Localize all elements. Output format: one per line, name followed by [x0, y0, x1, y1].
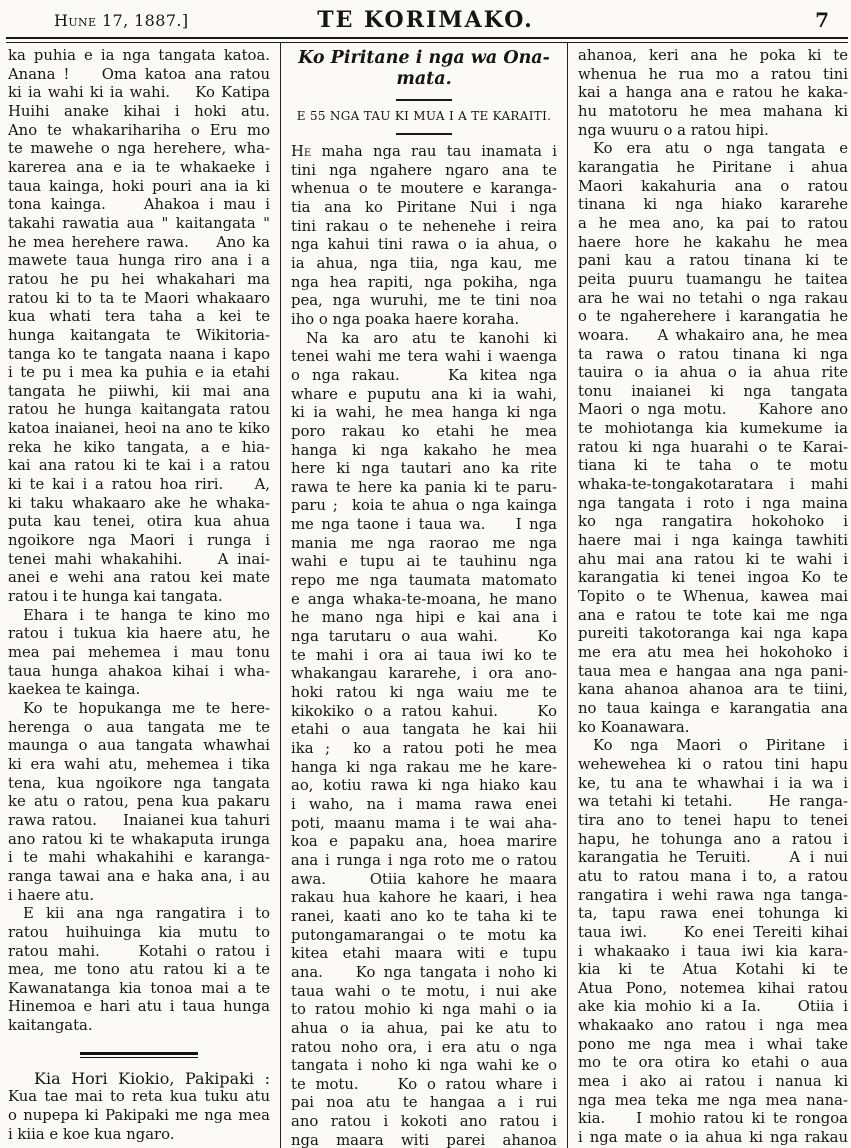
text-line: te motu. Ko o ratou whare i [291, 1075, 557, 1093]
text-line: Ehara i te hanga te kino mo [23, 606, 270, 624]
text-line: reka he kiko tangata, a e hia- [8, 438, 270, 456]
text-line: ahu mai ana ratou ki te wahi i [578, 550, 848, 568]
text-line: ki era wahi atu, mehemea i tika [8, 755, 270, 773]
masthead-title: TE KORIMAKO. [317, 7, 534, 33]
text-line: katoa inaianei, heoi na ano te kiko [8, 420, 270, 438]
text-line: tira ano to tenei hapu to tenei [578, 811, 848, 829]
text-line: puta kau tenei, otira kua ahua [8, 513, 270, 531]
text-line: ana i runga i nga roto me o ratou [291, 851, 557, 869]
text-line: mea, me tono atu ratou ki a te [8, 961, 270, 979]
column-divider-1 [280, 42, 281, 1148]
text-line: putongamarangai o te motu ka [291, 926, 557, 944]
text-line: te mohiotanga kia kumekume ia [578, 420, 848, 438]
text-line: karangatia ki tenei ingoa Ko te [578, 569, 848, 587]
column-2 [291, 47, 557, 1148]
text-line: rakau hua kahore he kaari, i hea [291, 889, 557, 907]
text-line: ahanoa, keri ana he poka ki te [578, 47, 848, 64]
text-line: iho o nga poaka haere koraha. [291, 310, 520, 328]
text-line: ki ia wahi, he mea hanga ki nga [291, 404, 557, 422]
text-line: Ano te whakarihariha o Eru mo [8, 121, 270, 139]
text-line: here ki nga tautari ano ka rite [291, 460, 557, 478]
text-line: ao, kotiu rawa ki nga hiako kau [291, 777, 557, 795]
text-line: tangata i noho ki nga wahi ke o [291, 1057, 557, 1075]
text-line: hanga ki nga kakaho he mea [291, 441, 557, 459]
text-line: maunga o aua tangata whawhai [8, 737, 270, 755]
text-line: ngoikore nga Maori i runga i [8, 532, 270, 550]
text-line: i nga mate o ia ahua ki nga rakau [578, 1129, 848, 1147]
text-line: ana e ratou te tote kai me nga [578, 606, 848, 624]
text-line: o te ngaherehere i karangatia he [578, 308, 848, 326]
text-line: taua wahi o te motu, i nui ake [291, 982, 557, 1000]
text-line: ranga tawai ana e haka ana, i au [8, 867, 270, 885]
text-line: Anana ! Oma katoa ana ratou [8, 65, 270, 83]
text-line: i whakaako i taua iwi kia kara- [578, 942, 848, 960]
text-line: pai noa atu te hangaa a i rui [291, 1094, 557, 1112]
text-line: i te mahi whakahihi e karanga- [8, 849, 270, 867]
text-line: hoki ratou ki nga waiu me te [291, 684, 557, 702]
text-line: kia ki te Atua Kotahi ki te [578, 961, 848, 979]
text-line: Hinemoa e hari atu i taua hunga [8, 998, 270, 1016]
text-line: tini nga ngahere ngaro ana te [291, 161, 557, 179]
text-line: wahi e tupu ai te tauhinu nga [291, 553, 557, 571]
text-line: Maori o nga motu. Kahore ano [578, 401, 848, 419]
text-line: ratou i te hunga kai tangata. [8, 588, 223, 606]
article-heading [291, 48, 557, 90]
text-line: ratou ki nga huarahi o te Karai- [578, 438, 848, 456]
text-line: mea pai mehemea i mau tonu [8, 644, 270, 661]
text-line: rawa ratou. Inaianei kua tahuri [8, 811, 270, 829]
text-line: tona kainga. Ahakoa i mau i [8, 196, 270, 214]
text-line: tinana ki nga hiako kararehe [578, 196, 848, 214]
text-line: koa e papaku ana, hoea marire [291, 833, 557, 851]
text-line: pea, nga wuruhi, me te tini noa [291, 292, 557, 310]
text-line: i waho, na i mama rawa enei [291, 795, 557, 813]
text-line: ratou huihuinga kia mutu to [8, 923, 270, 941]
text-line: Kua tae mai to reta kua tuku atu [8, 1088, 270, 1106]
text-line: E kii ana nga rangatira i to [23, 905, 270, 923]
text-line: ko Koanawara. [578, 718, 690, 736]
text-line: poro rakau ko etahi he mea [291, 422, 557, 440]
text-line: he mea herehere rawa. Ano ka [8, 233, 270, 251]
text-line: kitea etahi maara witi e tupu [291, 945, 557, 963]
text-line: i haere atu. [8, 886, 95, 904]
text-line: rawa te here ka pania ki te paru- [291, 478, 557, 496]
text-line: nga maara witi parei ahanoa [291, 1131, 557, 1148]
text-line: Ko nga Maori o Piritane i [593, 737, 848, 755]
header-double-rule [6, 37, 848, 43]
text-line: pani kau a ratou tinana ki te [578, 252, 848, 270]
text-line: ratou he hunga kaitangata ratou [8, 401, 270, 419]
text-line: takahi rawatia aua " kaitangata " [8, 214, 270, 232]
text-line: kia. I mohio ratou ki te rongoa [578, 1110, 848, 1128]
column-area [8, 47, 848, 1148]
text-line: ke, tu ana te whawhai i ia wa i [578, 774, 848, 792]
text-line: pono me nga mea i whai take [578, 1035, 848, 1053]
text-line: tauira o ia ahua o ia ahua rite [578, 364, 848, 382]
text-line: whare e puputu ana ki ia wahi, [291, 385, 557, 403]
text-line: awa. Otiia kahore he maara [291, 870, 557, 888]
text-line: taua kainga, hoki pouri ana ia ki [8, 177, 270, 195]
text-line: rangatira i wehi rawa nga tanga- [578, 886, 848, 904]
text-line: a he mea ano, ka pai to ratou [578, 214, 848, 232]
text-line: kai ana ratou ki te kai i a ratou [8, 457, 270, 475]
text-line: He maha nga rau tau inamata i [291, 143, 557, 160]
text-line: Huihi anake kihai i hoki atu. [8, 102, 270, 120]
text-line: whakangau kararehe, i ora ano- [291, 665, 557, 683]
text-line: taua iwi. Ko enei Tereiti kihai [578, 923, 848, 941]
text-line: tonu inaianei ki nga tangata [578, 382, 848, 400]
text-line: mea i ako ai ratou i nanua ki [578, 1073, 848, 1091]
text-line: anei e wehi ana ratou kei mate [8, 569, 270, 587]
text-line: ano ratou ki te whakaputa irunga [8, 830, 270, 848]
text-line: peita puuru tuamangu he taitea [578, 270, 848, 288]
text-line: karangatia he Piritane i ahua [578, 158, 848, 176]
text-line: whaka-te-tongakotaratara i mahi [578, 476, 848, 494]
text-line: hu matotoru he mea mahana ki [578, 102, 848, 120]
text-line: tangata he piiwhi, kii mai ana [8, 382, 270, 400]
text-line: o nupepa ki Pakipaki me nga mea [8, 1107, 270, 1125]
text-line: ratou he pu hei whakahari ma [8, 270, 270, 288]
text-line: Kia Hori Kiokio, Pakipaki : [34, 1069, 270, 1088]
text-line: no taua kainga e karangatia ana [578, 699, 848, 717]
text-line: hanga ki nga rakau me he kare- [291, 758, 557, 776]
text-line: ika ; ko a ratou poti he mea [291, 740, 557, 757]
text-line: hunga kaitangata te Wikitoria- [8, 326, 270, 344]
text-line: me era atu mea hei hokohoko i [578, 644, 848, 661]
text-line: nga tarutaru o aua wahi. Ko [291, 628, 557, 646]
text-line: ahua o ia ahua, pai ke atu to [291, 1019, 557, 1037]
text-line: repo me nga taumata matomato [291, 572, 557, 590]
column-3 [578, 47, 848, 1148]
issue-date: Hune 17, 1887.] [54, 11, 189, 30]
page-number: 7 [815, 8, 829, 32]
text-line: tiana ki te taha o te motu [578, 457, 848, 475]
text-line: kaitangata. [8, 1017, 93, 1035]
text-line: tenei mahi whakahihi. A inai- [8, 550, 270, 568]
text-line: ia ahua, nga tiia, nga kau, me [291, 254, 557, 272]
text-line: mo te ora otira ko etahi o aua [578, 1054, 848, 1072]
text-line: Ko era atu o nga tangata e [593, 140, 848, 158]
text-line: paru ; koia te ahua o nga kainga [291, 497, 557, 515]
text-line: nga tangata i roto i nga maina [578, 494, 848, 512]
text-line: ratou ki to ta te Maori whakaaro [8, 289, 270, 307]
text-line: whenua he rua mo a ratou tini [578, 65, 848, 83]
text-line: o nga rakau. Ka kitea nga [291, 366, 557, 384]
text-line: te mawehe o nga herehere, wha- [8, 140, 270, 158]
text-line: Maori kakahuria ana o ratou [578, 177, 848, 195]
column-1 [8, 47, 270, 1148]
text-line: tia ana ko Piritane Nui i nga [291, 198, 557, 216]
text-line: nga kahui tini rawa o ia ahua, o [291, 236, 557, 254]
text-line: to ratou mohio ki nga mahi o ia [291, 1001, 557, 1019]
text-line: tena, kua ngoikore nga tangata [8, 774, 270, 792]
text-line: i kiia e koe kua ngaro. [8, 1125, 175, 1143]
text-line: ki taku whakaaro ake he whaka- [8, 494, 270, 512]
text-line: Topito o te Whenua, kawea mai [578, 588, 848, 606]
text-line: he mano nga hipi e kai ana i [291, 609, 557, 627]
text-line: whenua o te moutere e karanga- [291, 180, 557, 198]
text-line: ka puhia e ia nga tangata katoa. [8, 47, 270, 64]
text-line: nga hea rapiti, nga pokiha, nga [291, 273, 557, 291]
text-line: haere mai i nga kainga tawhiti [578, 532, 848, 550]
text-line: Na ka aro atu te kanohi ki [306, 329, 557, 347]
text-line: i te pu i mea ka puhia e ia etahi [8, 364, 270, 382]
text-line: nga mea teka me nga mea nana- [578, 1091, 848, 1109]
text-line: wa tetahi ki tetahi. He ranga- [578, 793, 848, 811]
text-line: mania me nga raorao me nga [291, 534, 557, 552]
text-line: ara he wai no tetahi o nga rakau [578, 289, 848, 307]
column-divider-2 [567, 42, 568, 1148]
text-line: karerea ana e ia te whakaeke i [8, 158, 270, 176]
small-caps-lead: He [291, 143, 312, 160]
text-line: ana. Ko nga tangata i noho ki [291, 963, 557, 981]
text-line: pureiti takotoranga kai nga kapa [578, 625, 848, 643]
page-header [0, 5, 851, 37]
text-line: ratou noho ora, i era atu o nga [291, 1038, 557, 1056]
text-line: ano ratou i kokoti ano ratou i [291, 1113, 557, 1131]
text-line: Atua Pono, notemea kihai ratou [578, 979, 848, 997]
text-line: ake kia mohio ki a Ia. Otiia i [578, 998, 848, 1016]
text-line: e anga whaka-te-moana, he mano [291, 590, 557, 608]
text-line: kai a hanga ana e ratou he kaka- [578, 84, 848, 102]
text-line: me nga taone i taua wa. I nga [291, 516, 557, 534]
text-line: wehewehea ki o ratou tini hapu [578, 755, 848, 773]
text-line: ratou i tukua kia haere atu, he [8, 625, 270, 643]
article-subheading: E 55 NGA TAU KI MUA I A TE KARAITI. [296, 109, 552, 123]
text-line: etahi o aua tangata he kai hii [291, 721, 557, 739]
article-heading-line: Ko Piritane i nga wa Ona- [298, 48, 550, 68]
text-line: karangatia he Teruiti. A i nui [578, 849, 848, 867]
text-line: ta, tapu rawa enei tohunga ki [578, 905, 848, 923]
text-line: woara. A whakairo ana, he mea [578, 326, 848, 344]
article-heading-line: mata. [396, 69, 452, 89]
text-line: Ko te hopukanga me te here- [23, 699, 270, 717]
text-line: tanga ko te tangata naana i kapo [8, 345, 270, 363]
text-line: te mahi i ora ai taua iwi ko te [291, 646, 557, 664]
text-line: ranei, kaati ano ko te taha ki te [291, 907, 557, 925]
text-line: ke atu o ratou, pena kua pakaru [8, 793, 270, 811]
text-line: whakaako ano ratou i nga mea [578, 1017, 848, 1035]
text-line: ratou mahi. Kotahi o ratou i [8, 942, 270, 960]
short-rule [396, 99, 452, 101]
text-line: hapu, he tohunga ano a ratou i [578, 830, 848, 848]
text-line: ko nga rangatira hokohoko i [578, 513, 848, 531]
text-line: taua mea e hangaa ana nga pani- [578, 662, 848, 680]
text-line: ta rawa o ratou tinana ki nga [578, 345, 848, 363]
text-line: herenga o aua tangata me te [8, 718, 270, 736]
text-line: atu to ratou mana i to, a ratou [578, 867, 848, 885]
text-line: ki te kai i a ratou hoa riri. A, [8, 476, 270, 494]
text-line: poti, maanu mama i te wai aha- [291, 814, 557, 832]
text-line: kua whati tera taha a kei te [8, 308, 270, 326]
section-separator-rule [80, 1052, 198, 1058]
text-line: ki ia wahi ki ia wahi. Ko Katipa [8, 84, 270, 102]
text-line: Kawanatanga kia tonoa mai a te [8, 979, 270, 997]
text-line: haere hore he kakahu he mea [578, 233, 848, 251]
text-line: tini rakau o te nehenehe i reira [291, 217, 557, 235]
text-line: mawete taua hunga riro ana i a [8, 252, 270, 270]
text-line: kikokiko o a ratou kahui. Ko [291, 702, 557, 720]
text-line: kaekea te kainga. [8, 681, 141, 699]
text-line: kana ahanoa ahanoa ara te tiini, [578, 681, 848, 699]
short-rule [396, 133, 452, 135]
text-line: nga wuuru o a ratou hipi. [578, 121, 769, 139]
text-line: taua hunga ahakoa kihai i wha- [8, 662, 270, 680]
text-line: tenei wahi me tera wahi i waenga [291, 348, 557, 366]
